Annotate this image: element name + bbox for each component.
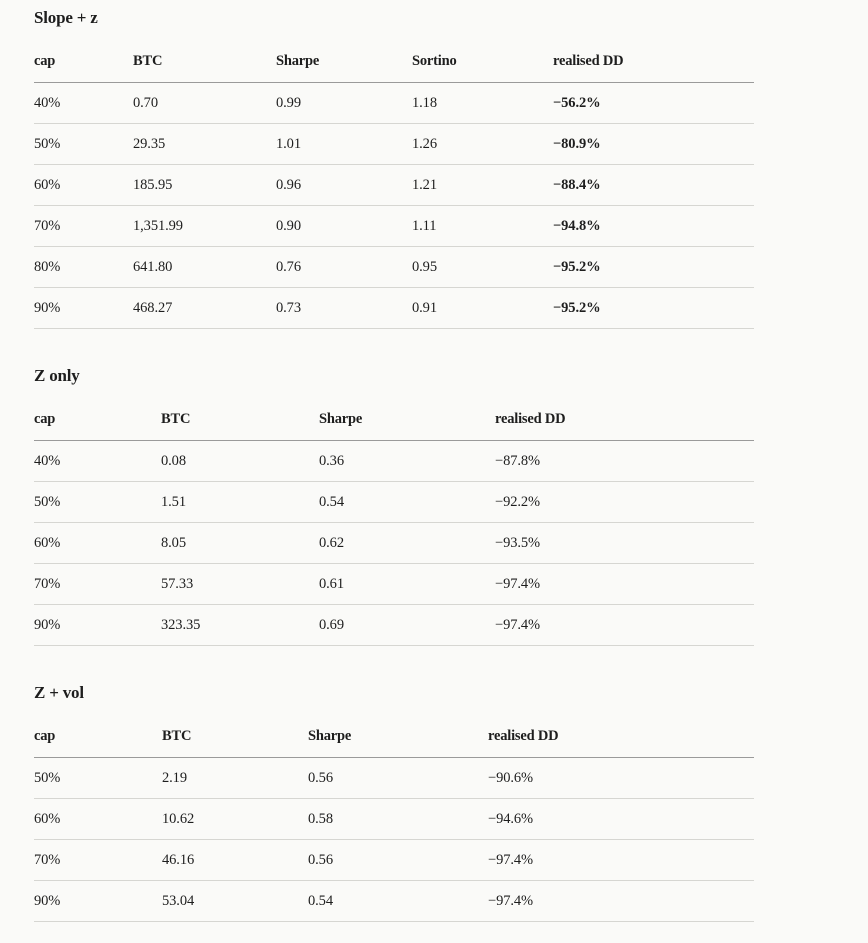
cell-sharpe: 0.54 <box>319 482 495 523</box>
table-header-row <box>34 41 754 83</box>
cell-btc: 1,351.99 <box>133 206 276 247</box>
cell-cap: 50% <box>34 758 162 799</box>
column-header-sortino: Sortino <box>412 41 553 83</box>
cell-sortino: 1.21 <box>412 165 553 206</box>
cell-cap: 40% <box>34 83 133 124</box>
table-row <box>34 124 754 165</box>
cell-sharpe: 0.61 <box>319 564 495 605</box>
cell-btc: 29.35 <box>133 124 276 165</box>
cell-realised-dd: −97.4% <box>495 564 754 605</box>
cell-btc: 0.70 <box>133 83 276 124</box>
column-header-sharpe: Sharpe <box>319 399 495 441</box>
table-header-row <box>34 399 754 441</box>
cell-realised-dd: −56.2% <box>553 83 754 124</box>
table-row <box>34 840 754 881</box>
column-header-sharpe: Sharpe <box>276 41 412 83</box>
cell-sortino: 0.91 <box>412 288 553 329</box>
column-header-sharpe: Sharpe <box>308 716 488 758</box>
cell-sharpe: 0.58 <box>308 799 488 840</box>
cell-cap: 50% <box>34 482 161 523</box>
cell-btc: 323.35 <box>161 605 319 646</box>
section-slope-z <box>34 8 754 329</box>
results-table <box>34 41 754 329</box>
cell-sortino: 1.11 <box>412 206 553 247</box>
cell-sortino: 0.95 <box>412 247 553 288</box>
section-title: Z only <box>34 366 80 385</box>
cell-sharpe: 0.54 <box>308 881 488 922</box>
cell-cap: 70% <box>34 564 161 605</box>
cell-sharpe: 0.56 <box>308 840 488 881</box>
table-row <box>34 165 754 206</box>
cell-sharpe: 0.56 <box>308 758 488 799</box>
section-title: Z + vol <box>34 683 84 702</box>
cell-cap: 60% <box>34 799 162 840</box>
cell-btc: 46.16 <box>162 840 308 881</box>
cell-realised-dd: −80.9% <box>553 124 754 165</box>
column-header-realised-dd: realised DD <box>495 399 754 441</box>
column-header-realised-dd: realised DD <box>488 716 754 758</box>
table-row <box>34 605 754 646</box>
section-title: Slope + z <box>34 8 98 27</box>
table-row <box>34 288 754 329</box>
cell-sharpe: 1.01 <box>276 124 412 165</box>
cell-btc: 0.08 <box>161 441 319 482</box>
cell-cap: 90% <box>34 605 161 646</box>
column-header-cap: cap <box>34 399 161 441</box>
cell-cap: 80% <box>34 247 133 288</box>
cell-btc: 8.05 <box>161 523 319 564</box>
table-row <box>34 523 754 564</box>
column-header-cap: cap <box>34 716 162 758</box>
column-header-btc: BTC <box>133 41 276 83</box>
results-table <box>34 399 754 646</box>
cell-sharpe: 0.99 <box>276 83 412 124</box>
cell-sharpe: 0.73 <box>276 288 412 329</box>
table-row <box>34 881 754 922</box>
cell-realised-dd: −92.2% <box>495 482 754 523</box>
table-row <box>34 758 754 799</box>
cell-sharpe: 0.36 <box>319 441 495 482</box>
table-row <box>34 247 754 288</box>
cell-cap: 60% <box>34 523 161 564</box>
cell-realised-dd: −88.4% <box>553 165 754 206</box>
cell-cap: 50% <box>34 124 133 165</box>
cell-cap: 90% <box>34 881 162 922</box>
cell-sharpe: 0.90 <box>276 206 412 247</box>
column-header-btc: BTC <box>161 399 319 441</box>
table-row <box>34 83 754 124</box>
cell-sortino: 1.26 <box>412 124 553 165</box>
cell-btc: 185.95 <box>133 165 276 206</box>
cell-btc: 53.04 <box>162 881 308 922</box>
cell-realised-dd: −97.4% <box>488 881 754 922</box>
section-z-only <box>34 366 754 646</box>
table-row <box>34 564 754 605</box>
cell-realised-dd: −87.8% <box>495 441 754 482</box>
cell-realised-dd: −97.4% <box>495 605 754 646</box>
results-table <box>34 716 754 922</box>
cell-realised-dd: −95.2% <box>553 288 754 329</box>
column-header-cap: cap <box>34 41 133 83</box>
cell-btc: 2.19 <box>162 758 308 799</box>
cell-realised-dd: −90.6% <box>488 758 754 799</box>
cell-cap: 40% <box>34 441 161 482</box>
cell-cap: 70% <box>34 840 162 881</box>
table-row <box>34 206 754 247</box>
cell-cap: 60% <box>34 165 133 206</box>
table-header-row <box>34 716 754 758</box>
table-row <box>34 799 754 840</box>
cell-realised-dd: −94.8% <box>553 206 754 247</box>
cell-realised-dd: −93.5% <box>495 523 754 564</box>
section-z-vol <box>34 683 754 922</box>
table-row <box>34 482 754 523</box>
cell-realised-dd: −97.4% <box>488 840 754 881</box>
cell-cap: 90% <box>34 288 133 329</box>
cell-btc: 1.51 <box>161 482 319 523</box>
cell-btc: 641.80 <box>133 247 276 288</box>
cell-sortino: 1.18 <box>412 83 553 124</box>
column-header-btc: BTC <box>162 716 308 758</box>
cell-cap: 70% <box>34 206 133 247</box>
cell-sharpe: 0.69 <box>319 605 495 646</box>
cell-btc: 57.33 <box>161 564 319 605</box>
cell-realised-dd: −94.6% <box>488 799 754 840</box>
cell-sharpe: 0.96 <box>276 165 412 206</box>
cell-btc: 10.62 <box>162 799 308 840</box>
column-header-realised-dd: realised DD <box>553 41 754 83</box>
cell-btc: 468.27 <box>133 288 276 329</box>
cell-sharpe: 0.62 <box>319 523 495 564</box>
cell-realised-dd: −95.2% <box>553 247 754 288</box>
cell-sharpe: 0.76 <box>276 247 412 288</box>
table-row <box>34 441 754 482</box>
